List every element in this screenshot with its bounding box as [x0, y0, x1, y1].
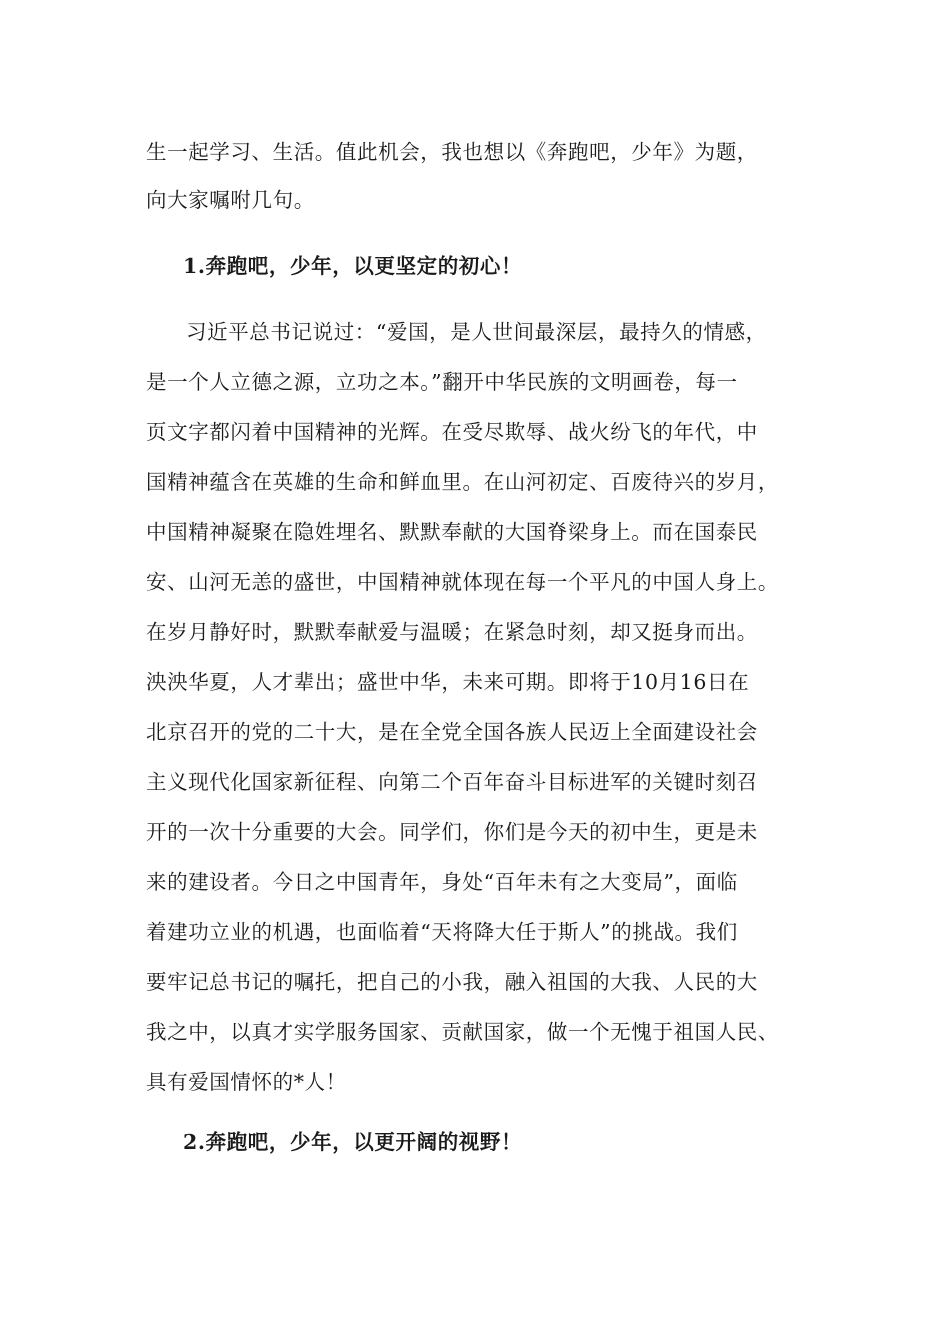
- section-1-line-9: 北京召开的党的二十大，是在全党全国各族人民迈上全面建设社会: [146, 720, 758, 744]
- section-1-line-4: 国精神蕴含在英雄的生命和鲜血里。在山河初定、百废待兴的岁月，: [146, 470, 779, 494]
- section-2-heading: 2.奔跑吧，少年，以更开阔的视野！: [183, 1130, 523, 1154]
- section-1-line-1: 习近平总书记说过：“爱国，是人世间最深层，最持久的情感，: [186, 320, 767, 344]
- section-1-line-10: 主义现代化国家新征程、向第二个百年奋斗目标进军的关键时刻召: [146, 770, 758, 794]
- section-1-line-16: 具有爱国情怀的*人！: [146, 1070, 347, 1094]
- section-1-line-7: 在岁月静好时，默默奉献爱与温暖；在紧急时刻，却又挺身而出。: [146, 620, 758, 644]
- section-1-line-15: 我之中，以真才实学服务国家、贡献国家，做一个无愧于祖国人民、: [146, 1020, 779, 1044]
- section-1-line-13: 着建功立业的机遇，也面临着“天将降大任于斯人”的挑战。我们: [146, 920, 738, 944]
- section-1-line-8: 泱泱华夏，人才辈出；盛世中华，未来可期。即将于10月16日在: [146, 670, 750, 694]
- section-1-line-14: 要牢记总书记的嘱托，把自己的小我，融入祖国的大我、人民的大: [146, 970, 758, 994]
- section-1-line-11: 开的一次十分重要的大会。同学们，你们是今天的初中生，更是未: [146, 820, 758, 844]
- section-1-line-5: 中国精神凝聚在隐姓埋名、默默奉献的大国脊梁身上。而在国泰民: [146, 520, 758, 544]
- section-1-heading: 1.奔跑吧，少年，以更坚定的初心！: [183, 254, 523, 278]
- intro-line-2: 向大家嘱咐几句。: [146, 188, 315, 212]
- section-1-line-2: 是一个人立德之源，立功之本。”翻开中华民族的文明画卷，每一: [146, 370, 738, 394]
- section-1-line-12: 来的建设者。今日之中国青年，身处“百年未有之大变局”，面临: [146, 870, 738, 894]
- section-1-line-6: 安、山河无恙的盛世，中国精神就体现在每一个平凡的中国人身上。: [146, 570, 779, 594]
- intro-line-1: 生一起学习、生活。值此机会，我也想以《奔跑吧，少年》为题，: [146, 140, 758, 164]
- section-1-line-3: 页文字都闪着中国精神的光辉。在受尽欺辱、战火纷飞的年代，中: [146, 420, 758, 444]
